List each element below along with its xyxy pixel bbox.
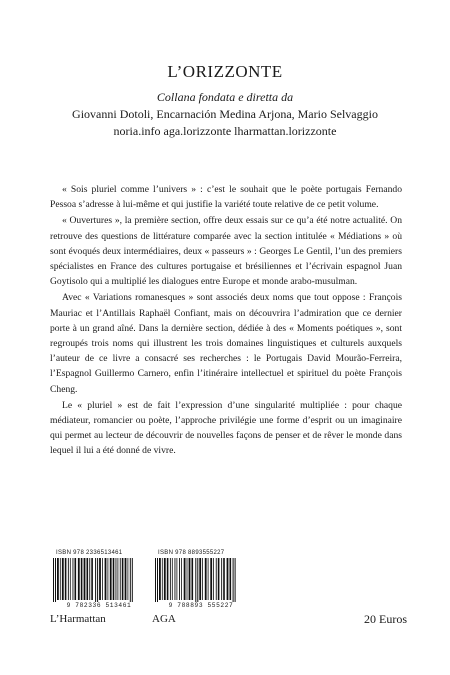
series-editors: Giovanni Dotoli, Encarnación Medina Arjona, Mario Selvaggio bbox=[72, 107, 378, 121]
blurb-paragraph: « Ouvertures », la première section, offre deux essais sur ce qu’a été notre actualité. On retrouve des questions de littérature comparée avec la section intitulée « Médiations » où sont évoqués deux intermédiaires, deux « passeurs » : Georges Le Gentil, l’un des premiers spécialistes en France des cultures portugaise et brésiliennes et l’écrivain espagnol Juan Goytisolo qui a multiplié les dialogues entre Europe et monde arabo-musulman. bbox=[50, 215, 402, 288]
isbn-digits: 9 788893 555227 bbox=[168, 602, 234, 609]
blurb-paragraph: « Sois pluriel comme l’univers » : c’est le souhait que le poète portugais Fernando Pessoa s’adresse à lui-même et qui justifie la variété toute relative de ce petit volume. bbox=[50, 184, 402, 211]
back-cover-blurb bbox=[50, 182, 402, 460]
blurb-paragraph: Le « pluriel » est de fait l’expression d’une singularité multipliée : pour chaque médiateur, romancier ou poète, l’approche privilégie une forme d’esprit ou un imaginaire qui permet au lecteur de découvrir de nouvelles façons de penser et de rêver le monde dans lequel il lui a été donné de vivre. bbox=[50, 399, 402, 457]
barcode-icon bbox=[152, 558, 246, 602]
barcode-icon bbox=[50, 558, 144, 602]
series-subtitle: Collana fondata e diretta da bbox=[156, 90, 294, 104]
price-label: 20 Euros bbox=[364, 612, 407, 626]
isbn-label: ISBN 978 2336513461 bbox=[56, 550, 123, 556]
barcode-block-aga bbox=[152, 550, 250, 625]
series-title: L’ORIZZONTE bbox=[167, 62, 283, 81]
series-websites: noria.info aga.lorizzonte lharmattan.lorizzonte bbox=[113, 124, 337, 138]
publisher-name: L’Harmattan bbox=[50, 613, 106, 625]
barcode-block-harmattan bbox=[50, 550, 148, 625]
blurb-paragraph: Avec « Variations romanesques » sont associés deux noms que tout oppose : François Mauriac et l’Antillais Raphaël Confiant, mais on découvrira l’admiration que ce dernier porte à un grand aîné. Dans la dernière section, dédiée à des « Moments poétiques », sont regroupés trois noms qui illustrent les trois domaines linguistiques et culturels auxquels l’auteur de ce livre a consacré ses recherches : le Portugais David Mourão-Ferreira, l’Espagnol Guillermo Carnero, enfin l’itinéraire intellectuel et spirituel du poète François Cheng. bbox=[50, 292, 402, 395]
isbn-label: ISBN 978 8893555227 bbox=[158, 550, 225, 556]
isbn-digits: 9 782336 513461 bbox=[66, 602, 132, 609]
publisher-name: AGA bbox=[152, 613, 176, 625]
header bbox=[0, 62, 450, 140]
